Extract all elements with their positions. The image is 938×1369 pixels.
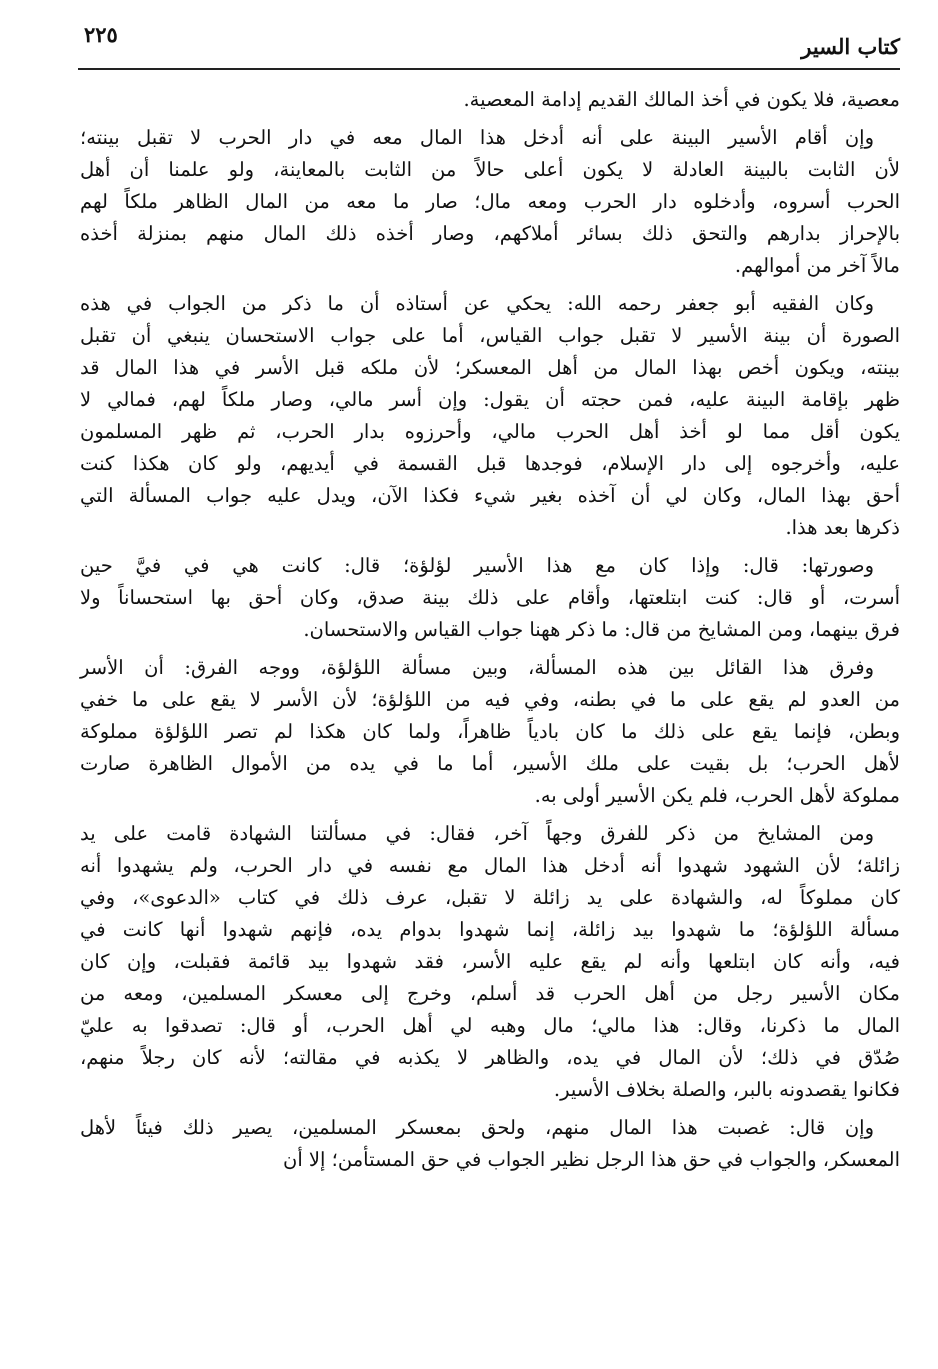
- text-line: وصورتها: قال: وإذا كان مع هذا الأسير لؤلؤة؛ قال: كانت هي في فيَّ حين: [80, 554, 874, 577]
- text-line: المال ما ذكرنا، وقال: هذا مالي؛ مال وهبه لي أهل الحرب، أو قال: تصدقوا به عليّ: [80, 1014, 900, 1037]
- text-line: وفرق هذا القائل بين هذه المسألة، وبين مسألة اللؤلؤة، ووجه الفرق: أن الأسر: [80, 656, 874, 679]
- text-line: يكون أقل مما لو أخذ أهل الحرب مالي، وأحرزوه بدار الحرب، ثم ظهر المسلمون: [80, 420, 900, 443]
- text-line: أسرت، أو قال: كنت ابتلعتها، وأقام على ذلك بينة صدق، وكان أحق بها استحساناً ولا: [80, 586, 900, 609]
- paragraph: [80, 122, 900, 282]
- running-title: كتاب السير: [801, 34, 900, 59]
- text-line: المعسكر، والجواب في حق هذا الرجل نظير الجواب في حق المستأمن؛ إلا أن: [283, 1148, 900, 1171]
- text-line: من العدو لم يقع على ما في بطنه، وفي فيه من اللؤلؤة؛ لأن الأسر لا يقع على ما خفي: [80, 688, 900, 711]
- text-line: كان مملوكاً له، والشهادة على يد زائلة لا تقبل، عرف ذلك في كتاب «الدعوى»، وفي: [80, 886, 900, 909]
- paragraph: [80, 84, 900, 116]
- paragraph: [80, 288, 900, 544]
- text-line: وكان الفقيه أبو جعفر رحمه الله: يحكي عن أستاذه أن ما ذكر من الجواب في هذه: [80, 292, 874, 315]
- paragraph: [80, 1112, 900, 1176]
- text-line: ومن المشايخ من ذكر للفرق وجهاً آخر، فقال: في مسألتنا الشهادة قامت على يد: [80, 822, 874, 845]
- text-line: وإن قال: غصبت هذا المال منهم، ولحق بمعسكر المسلمين، يصير ذلك فيئاً لأهل: [80, 1116, 874, 1139]
- text-line: الصورة أن بينة الأسير لا تقبل جواب القياس، أما على جواب الاستحسان ينبغي أن تقبل: [80, 324, 900, 347]
- page-header: [78, 22, 900, 70]
- text-line: مملوكة لأهل الحرب، فلم يكن الأسير أولى به.: [534, 784, 900, 807]
- text-line: الحرب أسروه، وأدخلوه دار الحرب ومعه مال؛ صار ما معه من المال الظاهر ملكاً لهم: [80, 190, 900, 213]
- text-line: فكانوا يقصدونه بالبر، والصلة بخلاف الأسير.: [553, 1078, 900, 1101]
- text-line: مالاً آخر من أموالهم.: [734, 254, 900, 277]
- text-line: زائلة؛ لأن الشهود شهدوا أنه أدخل هذا المال مع نفسه في دار الحرب، ولم يشهدوا أنه: [80, 854, 900, 877]
- text-line: صُدّق في ذلك؛ لأن المال في يده، والظاهر لا يكذبه في مقالته؛ لأنه كان رجلاً منهم،: [80, 1046, 900, 1069]
- text-line: لأن الثابت بالبينة العادلة لا يكون أعلى حالاً من الثابت بالمعاينة، ولو علمنا أن أهل: [80, 158, 900, 181]
- text-line: معصية، فلا يكون في أخذ المالك القديم إدامة المعصية.: [463, 88, 900, 111]
- text-line: عليه، وأخرجوه إلى دار الإسلام، فوجدها قبل القسمة في أيديهم، ولو كان هكذا كنت: [80, 452, 900, 475]
- paragraph: [80, 550, 900, 646]
- page-number: ٢٢٥: [84, 22, 118, 47]
- text-line: بينته، ويكون أخص بهذا المال من أهل المعسكر؛ لأن ملكه قبل الأسر في هذا المال قد: [80, 356, 900, 379]
- page-body: [80, 84, 900, 1182]
- text-line: وبطن، فإنما يقع على ذلك ما كان بادياً ظاهراً، ولما كان هكذا لم تصر اللؤلؤة مملوكة: [80, 720, 900, 743]
- text-line: أحق بهذا المال، وكان لي أن آخذه بغير شيء فكذا الآن، ويدل عليه جواب المسألة التي: [80, 484, 900, 507]
- paragraph: [80, 818, 900, 1106]
- text-line: ظهر بإقامة البينة عليه، فمن حجته أن يقول: وإن أسر مالي، وصار ملكاً لهم، فمالي لا: [80, 388, 900, 411]
- paragraph: [80, 652, 900, 812]
- text-line: فرق بينهما، ومن المشايخ من قال: ما ذكر ههنا جواب القياس والاستحسان.: [303, 618, 900, 641]
- text-line: فيه، وأنه كان ابتلعها وأنه لم يقع عليه الأسر، فقد شهدوا بيد قائمة فقبلت، وإن كان: [80, 950, 900, 973]
- text-line: مسألة اللؤلؤة؛ ما شهدوا بيد زائلة، إنما شهدوا بدوام يده، فإنهم شهدوا أنها كانت في: [80, 918, 900, 941]
- text-line: مكان الأسير رجل من أهل الحرب قد أسلم، وخرج إلى معسكر المسلمين، ومعه من: [80, 982, 900, 1005]
- text-line: لأهل الحرب؛ بل بقيت على ملك الأسير، أما ما في يده من الأموال الظاهرة صارت: [80, 752, 900, 775]
- text-line: وإن أقام الأسير البينة على أنه أدخل هذا المال معه في دار الحرب لا تقبل بينته؛: [80, 126, 874, 149]
- text-line: بالإحراز بدارهم والتحق ذلك بسائر أملاكهم، وصار أخذه ذلك المال منهم بمنزلة أخذه: [80, 222, 900, 245]
- text-line: ذكرها بعد هذا.: [785, 516, 900, 539]
